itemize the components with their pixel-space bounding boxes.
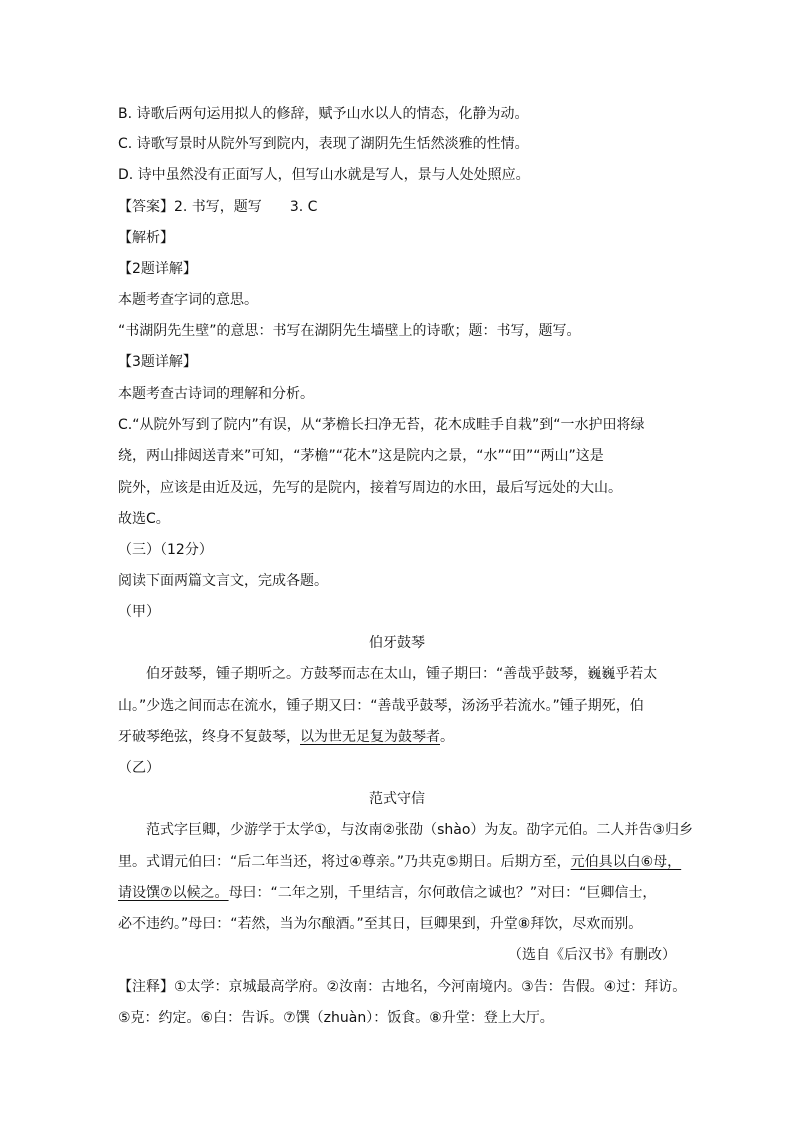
q2-line-2: “书湖阴先生壁”的意思：书写在湖阴先生墙壁上的诗歌；题：书写，题写。 xyxy=(118,323,581,339)
yi-underlined-part-2: 请设馔⑦以候之。 xyxy=(118,885,229,901)
option-d: D. 诗中虽然没有正面写人，但写山水就是写人，景与人处处照应。 xyxy=(118,167,530,183)
jia-line-3-text: 牙破琴绝弦，终身不复鼓琴， xyxy=(118,729,300,745)
jia-line-2: 山。”少选之间而志在流水，锺子期又曰：“善哉乎鼓琴，汤汤乎若流水。”锺子期死，伯 xyxy=(118,698,644,714)
jia-title: 伯牙鼓琴 xyxy=(369,635,425,651)
yi-line-2-text: 里。式谓元伯曰：“后二年当还，将过④尊亲。”乃共克⑤期日。后期方至， xyxy=(118,854,571,870)
yi-line-4: 必不违约。”母曰：“若然，当为尔酿酒。”至其日，巨卿果到，升堂⑧拜饮，尽欢而别。 xyxy=(118,916,643,932)
option-b: B. 诗歌后两句运用拟人的修辞，赋予山水以人的情态，化静为动。 xyxy=(118,106,529,122)
yi-line-2 xyxy=(118,852,682,872)
q3-heading: 【3题详解】 xyxy=(118,354,197,370)
answer-q3: 3. C xyxy=(289,199,318,215)
answer-label: 【答案】 xyxy=(118,199,174,215)
jia-label: （甲） xyxy=(118,604,160,620)
yi-title: 范式守信 xyxy=(369,791,425,807)
analysis-heading: 【解析】 xyxy=(118,230,174,246)
answer-q2: 2. 书写，题写 xyxy=(174,199,262,215)
jia-line-1: 伯牙鼓琴，锺子期听之。方鼓琴而志在太山，锺子期曰：“善哉乎鼓琴，巍巍乎若太 xyxy=(146,666,658,682)
jia-line-3 xyxy=(118,727,678,747)
jia-line-3-end: 。 xyxy=(440,729,454,745)
jia-underlined-sentence: 以为世无足复为鼓琴者 xyxy=(300,729,440,745)
q3-line-1: 本题考查古诗词的理解和分析。 xyxy=(118,386,314,402)
source-citation: （选自《后汉书》有删改） xyxy=(508,947,676,963)
yi-label: （乙） xyxy=(118,760,160,776)
section-heading: （三）（12分） xyxy=(118,542,213,558)
option-c: C. 诗歌写景时从院外写到院内，表现了湖阴先生恬然淡雅的性情。 xyxy=(118,136,529,152)
yi-line-3-text: 母曰：“二年之别，千里结言，尔何敢信之诚也？”对曰：“巨卿信士， xyxy=(228,885,657,901)
q2-heading: 【2题详解】 xyxy=(118,261,197,277)
q3-line-3: 绕，两山排闼送青来”可知，“茅檐”“花木”这是院内之景，“水”“田”“两山”这是 xyxy=(118,448,604,464)
section-instruction: 阅读下面两篇文言文，完成各题。 xyxy=(118,573,328,589)
yi-line-1: 范式字巨卿，少游学于太学①，与汝南②张劭（shào）为友。劭字元伯。二人并告③归乡 xyxy=(146,822,693,838)
answer-line xyxy=(118,197,678,217)
notes-line-1: 【注释】①太学：京城最高学府。②汝南：古地名，今河南境内。③告：告假。④过：拜访。 xyxy=(118,979,687,995)
yi-underlined-part-1: 元伯具以白⑥母， xyxy=(570,854,682,870)
q3-line-4: 院外，应该是由近及远，先写的是院内，接着写周边的水田，最后写远处的大山。 xyxy=(118,480,622,496)
yi-line-3 xyxy=(118,883,678,903)
q2-line-1: 本题考查字词的意思。 xyxy=(118,292,258,308)
q3-line-5: 故选C。 xyxy=(118,511,170,527)
q3-line-2: C.“从院外写到了院内”有误，从“茅檐长扫净无苔，花木成畦手自栽”到“一水护田将绿 xyxy=(118,417,645,433)
notes-line-2: ⑤克：约定。⑥白：告诉。⑦馔（zhuàn）：饭食。⑧升堂：登上大厅。 xyxy=(118,1010,554,1026)
